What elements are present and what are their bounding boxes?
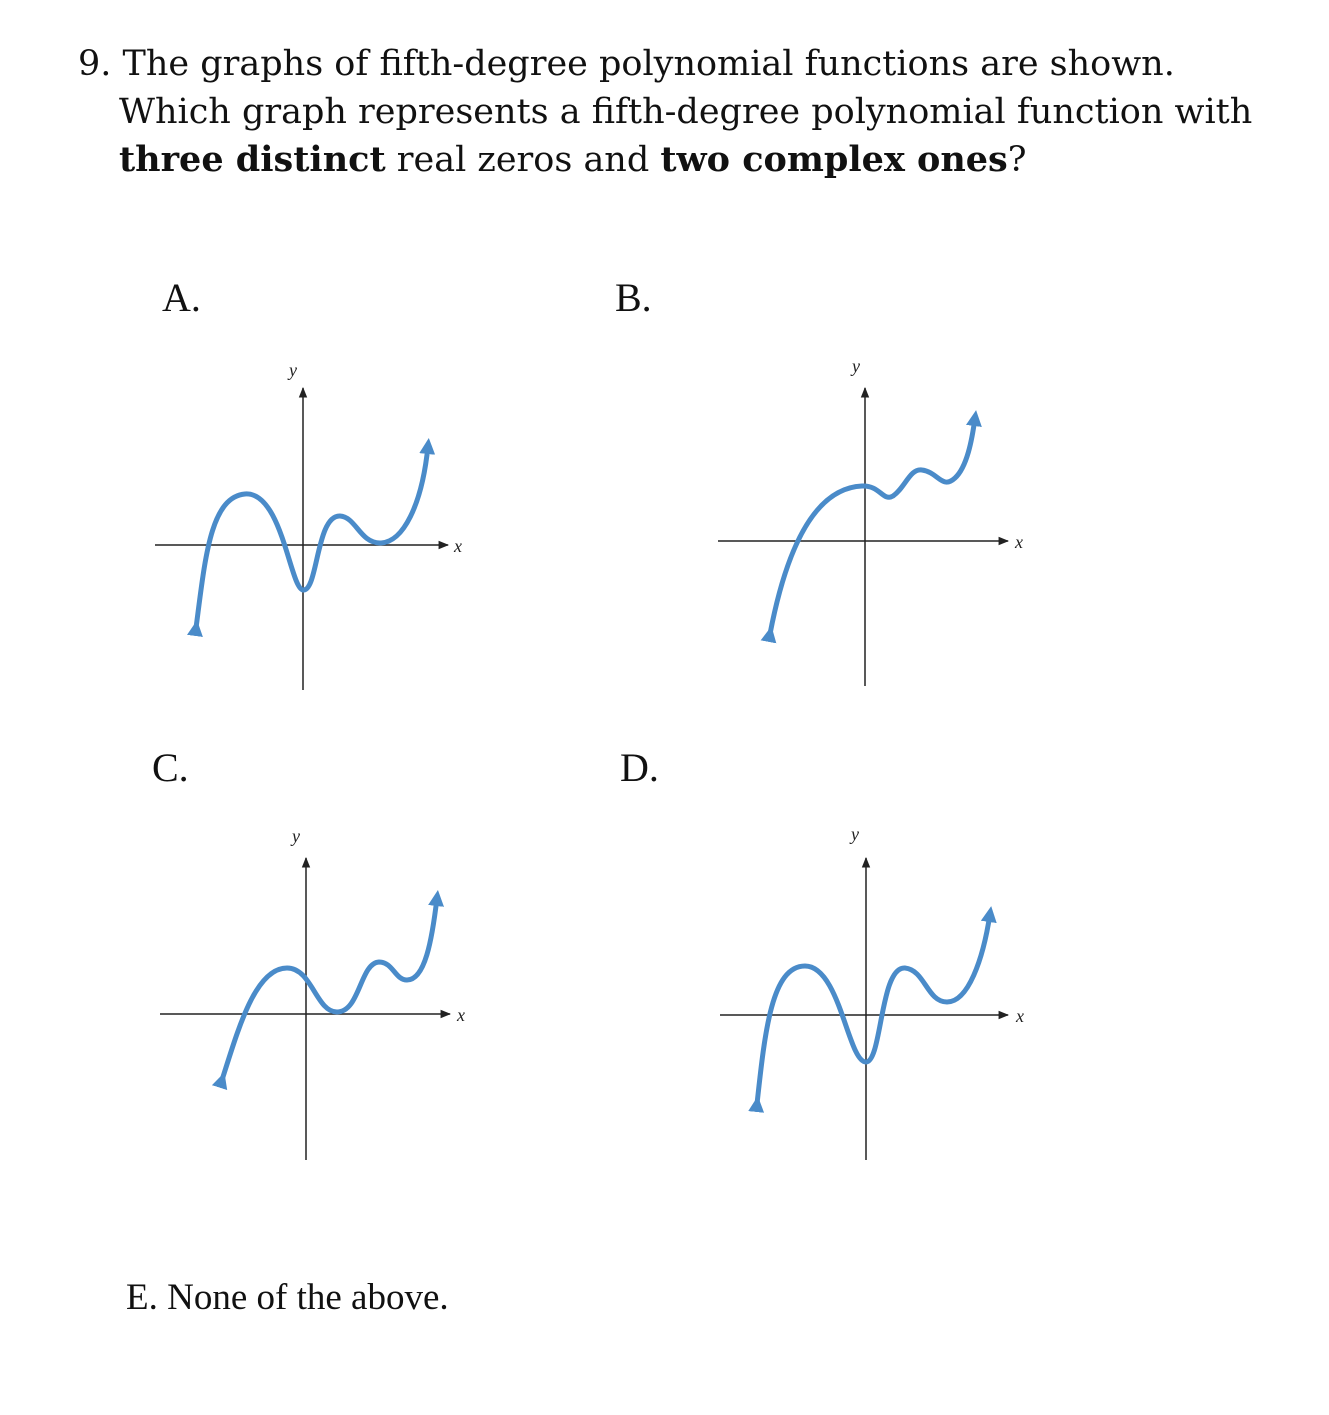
graph-b-y-label: y: [852, 356, 860, 376]
graph-b-x-label: x: [1015, 532, 1023, 552]
graph-c-y-label: y: [292, 826, 300, 846]
graph-b-curve: [770, 418, 975, 634]
question-line-3-end: ?: [1007, 140, 1027, 180]
graph-a-x-label: x: [454, 536, 462, 556]
graph-d-y-label: y: [851, 824, 859, 844]
option-b-label[interactable]: B.: [615, 275, 652, 320]
graph-a-y-label: y: [289, 360, 297, 380]
graph-c-curve: [222, 898, 437, 1080]
question-line-3: [78, 136, 1278, 184]
graph-d-curve: [757, 914, 990, 1104]
graph-a-curve: [196, 446, 428, 628]
question-line-1-text: The graphs of fifth-degree polynomial functions are shown.: [122, 44, 1175, 84]
option-d-label[interactable]: D.: [620, 745, 659, 790]
option-a-label[interactable]: A.: [162, 275, 201, 320]
question-number: 9.: [78, 44, 112, 84]
emphasis-two-complex: two complex ones: [660, 139, 1008, 180]
emphasis-three-distinct: three distinct: [119, 139, 386, 180]
question-line-2: Which graph represents a fifth-degree polynomial function with: [119, 92, 1253, 132]
question-text: [78, 40, 1278, 184]
option-c-label[interactable]: C.: [152, 745, 189, 790]
graph-d-x-label: x: [1016, 1006, 1024, 1026]
option-e-label[interactable]: E. None of the above.: [126, 1277, 449, 1318]
graph-c-x-label: x: [457, 1005, 465, 1025]
question-line-1: [78, 40, 1278, 88]
question-line-3-mid: real zeros and: [385, 140, 661, 180]
